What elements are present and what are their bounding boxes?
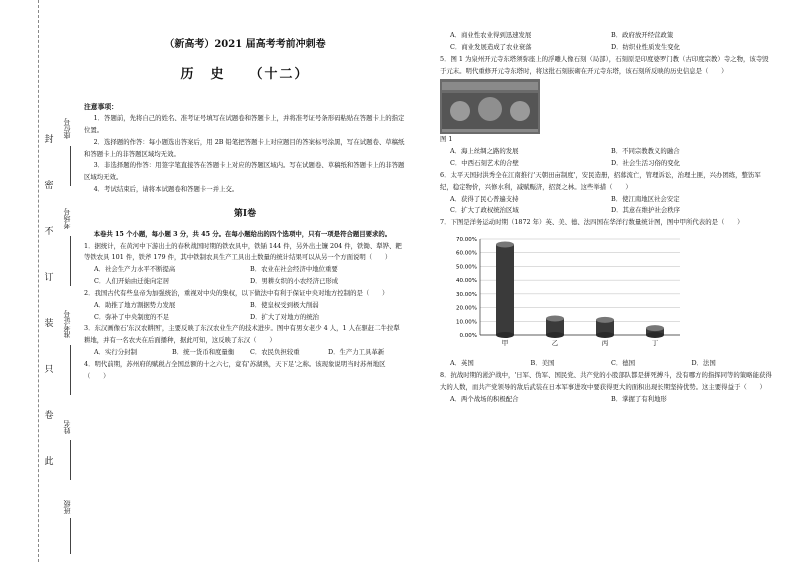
option[interactable]: A．英国 xyxy=(450,358,474,367)
margin-char: 订 xyxy=(44,273,54,283)
bar-top xyxy=(596,317,614,323)
question-1-options xyxy=(84,264,406,288)
fill-line xyxy=(70,440,71,480)
question-3-options xyxy=(84,347,406,359)
section-title: 第Ⅰ卷 xyxy=(233,209,257,220)
option[interactable]: D．男耕女织的小农经济已形成 xyxy=(250,277,339,286)
option[interactable]: A．助推了地方割据势力发展 xyxy=(94,300,176,309)
option[interactable]: B．使江南地区社会安定 xyxy=(611,194,680,203)
margin-char: 装 xyxy=(44,319,54,329)
x-tick-label: 丙 xyxy=(601,339,609,348)
question-6-options xyxy=(440,194,772,218)
option[interactable]: A．商业性农业得到迅速发展 xyxy=(450,31,532,39)
margin-char: 封 xyxy=(44,135,54,145)
notice-item: 1．答题前，先将自己的姓名、准考证号填写在试题卷和答题卡上，并将准考证号条形码粘贴在答题卡上的指定位置。 xyxy=(84,114,405,134)
fill-line xyxy=(70,236,71,286)
binding-dashed-line xyxy=(38,0,39,562)
y-tick-label: 40.00% xyxy=(456,278,477,285)
notice-item: 3．非选择题的作答：用签字笔直接答在答题卡上对应的答题区域内。写在试题卷、草稿纸和答题卡上的非答题区域均无效。 xyxy=(84,161,405,182)
question-5-stem: 5．图 1 为泉州开元寺东塔须弥座上的浮雕人像石刻（局部），石刻原是印度婆罗门教（古印度宗教）寺之物，该寺毁于元末。明代重修开元寺东塔时，将这批石刻嵌砌在开元寺东塔，该石刻所反映的历史信息是（ ） xyxy=(440,54,769,75)
question-2-stem: 2．我国古代有些皇帝为加强统治，重视对中央的集权，以下做法中有利于保证中央对地方控制的是（ ） xyxy=(84,288,389,297)
option[interactable]: A．社会生产力水平不断提高 xyxy=(94,265,176,274)
option[interactable]: B．美国 xyxy=(530,358,555,367)
option[interactable]: C．农民负担较重 xyxy=(250,348,300,357)
option[interactable]: D．生产力工具革新 xyxy=(328,348,385,357)
bar-chart xyxy=(440,233,690,351)
option[interactable]: C．人们开始由迁徙向定居 xyxy=(94,277,170,286)
option[interactable]: D．扩大了对地方的统治 xyxy=(250,312,320,321)
option[interactable]: C．中西石刻艺术的合壁 xyxy=(450,159,519,168)
question-8-options xyxy=(440,394,772,406)
y-tick-label: 20.00% xyxy=(456,305,477,312)
option[interactable]: B．掌握了有利地形 xyxy=(611,394,667,403)
option[interactable]: C．弥补了中央制度的不足 xyxy=(94,312,170,321)
fill-line xyxy=(70,146,71,186)
option[interactable]: B．政府放开经营政策 xyxy=(611,31,674,39)
margin-char: 此 xyxy=(44,457,54,467)
name-label: 姓名 xyxy=(63,420,71,434)
question-7-options xyxy=(440,358,772,370)
exam-title: （新高考）2021 届高考考前冲刺卷 xyxy=(164,39,326,50)
exam-room-label: 考场号 xyxy=(63,208,71,229)
question-4-stem: 4．明代前期，苏州府的赋税占全国总额的十之六七，竟有'苏湖熟，天下足'之称。该现象说明当时苏州地区（ ） xyxy=(84,359,386,380)
bar-base xyxy=(646,332,664,338)
subject-name: 历 史 xyxy=(180,66,226,82)
notice-item: 2．选择题的作答：每小题选出答案后，用 2B 铅笔把答题卡上对应题目的答案标号涂黑，写在试题卷、草稿纸和答题卡上的非答题区域均无效。 xyxy=(84,137,405,158)
margin-char: 密 xyxy=(44,181,54,191)
x-tick-label: 丁 xyxy=(651,339,659,348)
option[interactable]: B．不同宗教教义的融合 xyxy=(611,147,680,156)
bar-top xyxy=(496,242,514,248)
option[interactable]: D．法国 xyxy=(691,358,716,367)
bar-base xyxy=(496,332,514,338)
option[interactable]: A．海上丝绸之路的发展 xyxy=(450,147,519,156)
option[interactable]: A．获得了民心普遍支持 xyxy=(450,194,519,203)
seat-number-label: 座位号 xyxy=(63,118,71,139)
option[interactable]: A．实行分封制 xyxy=(94,348,137,357)
option[interactable]: B．统一货币和度量衡 xyxy=(172,348,235,357)
bar-top xyxy=(646,325,664,331)
y-tick-label: 10.00% xyxy=(456,319,477,326)
question-8-stem: 8．抗战时期的淞沪战中，'日军、伪军、国民党、共产党的小股部队都是拼死搏斗，没有哪方的指挥同等的策略能获得大的人数，而共产党领导的敌后武装在日本军事进攻中要获得更大的面积出现长期坚持优势。这主要得益于（ ） xyxy=(440,370,772,391)
notice-item: 4．考试结束后，请将本试题卷和答题卡一并上交。 xyxy=(93,185,239,194)
section-intro: 本卷共 15 个小题，每小题 3 分，共 45 分。在每小题给出的四个选项中，只有一项是符合题目要求的。 xyxy=(93,229,392,238)
notice-heading: 注意事项： xyxy=(84,102,118,111)
question-1-stem: 1．据统计，在黄河中下游出土的春秋战国时期的铁农具中，铁锸 144 件，另外出土镰 204 件，铁锄、犁铧、耙等铁农具 101 件，铁斧 179 件，其中铁制农具生产工具出土数量的统计结果可以从另一个方面说明（ ） xyxy=(84,241,402,262)
right-column xyxy=(440,0,772,405)
bar xyxy=(496,245,514,336)
figure-caption: 图 1 xyxy=(440,135,453,144)
bar-base xyxy=(546,332,564,338)
margin-char: 不 xyxy=(44,227,54,237)
y-tick-label: 60.00% xyxy=(456,250,477,257)
option[interactable]: C．德国 xyxy=(611,358,636,367)
question-5-options xyxy=(440,146,772,170)
fill-line xyxy=(70,345,71,395)
question-4-options-continued xyxy=(440,30,772,54)
paper-number: （十二） xyxy=(249,66,310,82)
question-3-stem: 3．东汉画像石'东汉农耕图'，主要反映了东汉农业生产的技术进步。图中有男女老少 4 人，1 人在驱赶二牛拉犁耕地，并有一名农夫在后面播种，据此可知，这反映了东汉（ ） xyxy=(84,324,400,345)
option[interactable]: C．商业发展造成了农业衰落 xyxy=(450,42,532,51)
fill-line xyxy=(70,518,71,554)
y-tick-label: 50.00% xyxy=(456,264,477,271)
option[interactable]: B．农业在社会经济中地位重要 xyxy=(250,265,338,274)
question-7-stem: 7．下图是洋务运动时期（1872 年）英、美、德、法四国在华洋行数量统计图，图中甲所代表的是（ ） xyxy=(440,218,744,227)
y-tick-label: 70.00% xyxy=(456,237,477,244)
option[interactable]: B．使皇权受到极大削弱 xyxy=(250,300,319,309)
class-label: 班级 xyxy=(63,500,71,514)
bar-base xyxy=(596,332,614,338)
y-tick-label: 0.00% xyxy=(459,333,477,340)
question-6-stem: 6．太平天国封洪秀全在江南推行'天朝田亩制度'，安民造册，招募流亡，管理诉讼，治理土匪，兴办团练，整饬军纪，稳定物价，兴修水利，减赋赈济，招贤之林。这些举措（ ） xyxy=(440,170,761,191)
admission-number-label: 准考证号 xyxy=(63,310,71,338)
question-2-options xyxy=(84,300,406,324)
margin-char: 卷 xyxy=(44,411,54,421)
option[interactable]: D．纺织业性质发生变化 xyxy=(611,42,681,51)
stone-relief-figure xyxy=(440,79,540,134)
option[interactable]: D．社会生活习俗的变化 xyxy=(611,159,681,168)
y-tick-label: 30.00% xyxy=(456,291,477,298)
option[interactable]: C．扩大了政权统治区域 xyxy=(450,206,519,215)
option[interactable]: D．其意在维护社会秩序 xyxy=(611,206,681,215)
exam-subtitle xyxy=(84,63,406,87)
left-column xyxy=(84,0,406,383)
bar-top xyxy=(546,316,564,322)
margin-char: 只 xyxy=(44,365,54,375)
x-tick-label: 乙 xyxy=(551,339,559,348)
x-tick-label: 甲 xyxy=(501,339,509,348)
option[interactable]: A．两个战场的积极配合 xyxy=(450,394,519,403)
